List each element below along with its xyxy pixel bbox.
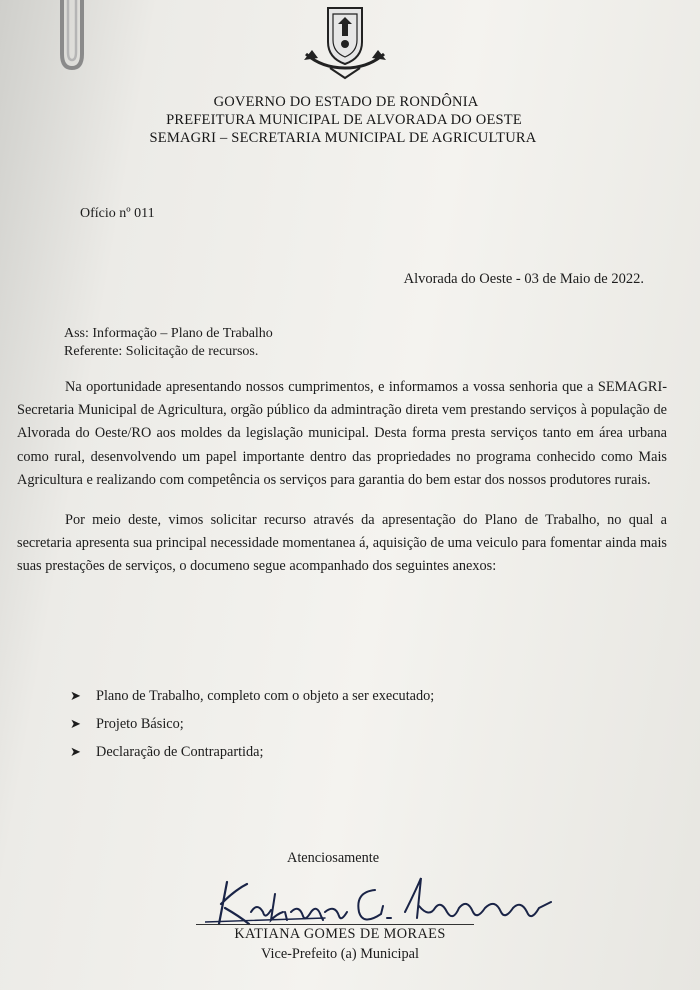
paper-clip-icon	[52, 0, 90, 74]
annex-item-label: Declaração de Contrapartida;	[96, 744, 264, 760]
subject-block	[64, 325, 273, 361]
letterhead	[0, 93, 700, 147]
coat-of-arms-icon	[300, 2, 390, 80]
letterhead-state: GOVERNO DO ESTADO DE RONDÔNIA	[213, 94, 479, 110]
body-paragraph-1: Na oportunidade apresentando nossos cumprimentos, e informamos a vossa senhoria que a SEMAGRI- Secretaria Municipal de Agricultura, orgão público da admintração direta vem prestando serviços à população de Alvorada do Oeste/RO aos moldes da legislação municipal. Desta forma presta serviços tanto em área urbana como rural, desenvolvendo um papel importante dentro das propriedades no programa conhecido como Mais Agricultura e realizando com competência os serviços para garantia do bem estar dos nossos produtores rurais.	[17, 379, 667, 488]
arrow-bullet-icon: ➤	[70, 716, 81, 731]
subject-line: Ass: Informação – Plano de Trabalho	[64, 326, 273, 341]
signature-line	[196, 924, 474, 925]
letterhead-prefecture: PREFEITURA MUNICIPAL DE ALVORADA DO OESTE	[166, 112, 522, 128]
annex-list	[70, 682, 434, 766]
annex-item	[70, 738, 434, 766]
reference-line: Referente: Solicitação de recursos.	[64, 344, 259, 359]
signatory-title: Vice-Prefeito (a) Municipal	[261, 946, 419, 962]
annex-item-label: Projeto Básico;	[96, 716, 184, 732]
arrow-bullet-icon: ➤	[70, 688, 81, 703]
date-line: Alvorada do Oeste - 03 de Maio de 2022.	[403, 271, 644, 287]
closing: Atenciosamente	[287, 850, 380, 866]
annex-item	[70, 710, 434, 738]
letterhead-secretariat: SEMAGRI – SECRETARIA MUNICIPAL DE AGRICULTURA	[149, 130, 537, 146]
arrow-bullet-icon: ➤	[70, 744, 81, 759]
annex-item	[70, 682, 434, 710]
body-paragraph-2: Por meio deste, vimos solicitar recurso através da apresentação do Plano de Trabalho, no qual a secretaria apresenta sua principal necessidade momentanea á, aquisição de uma veiculo para fomentar ainda mais suas prestações de serviços, o documeno segue acompanhado dos seguintes anexos:	[17, 512, 667, 575]
letter-body	[17, 376, 667, 596]
office-number: Ofício nº 011	[80, 206, 155, 221]
annex-item-label: Plano de Trabalho, completo com o objeto a ser executado;	[96, 688, 435, 704]
signatory-name: KATIANA GOMES DE MORAES	[234, 926, 446, 942]
